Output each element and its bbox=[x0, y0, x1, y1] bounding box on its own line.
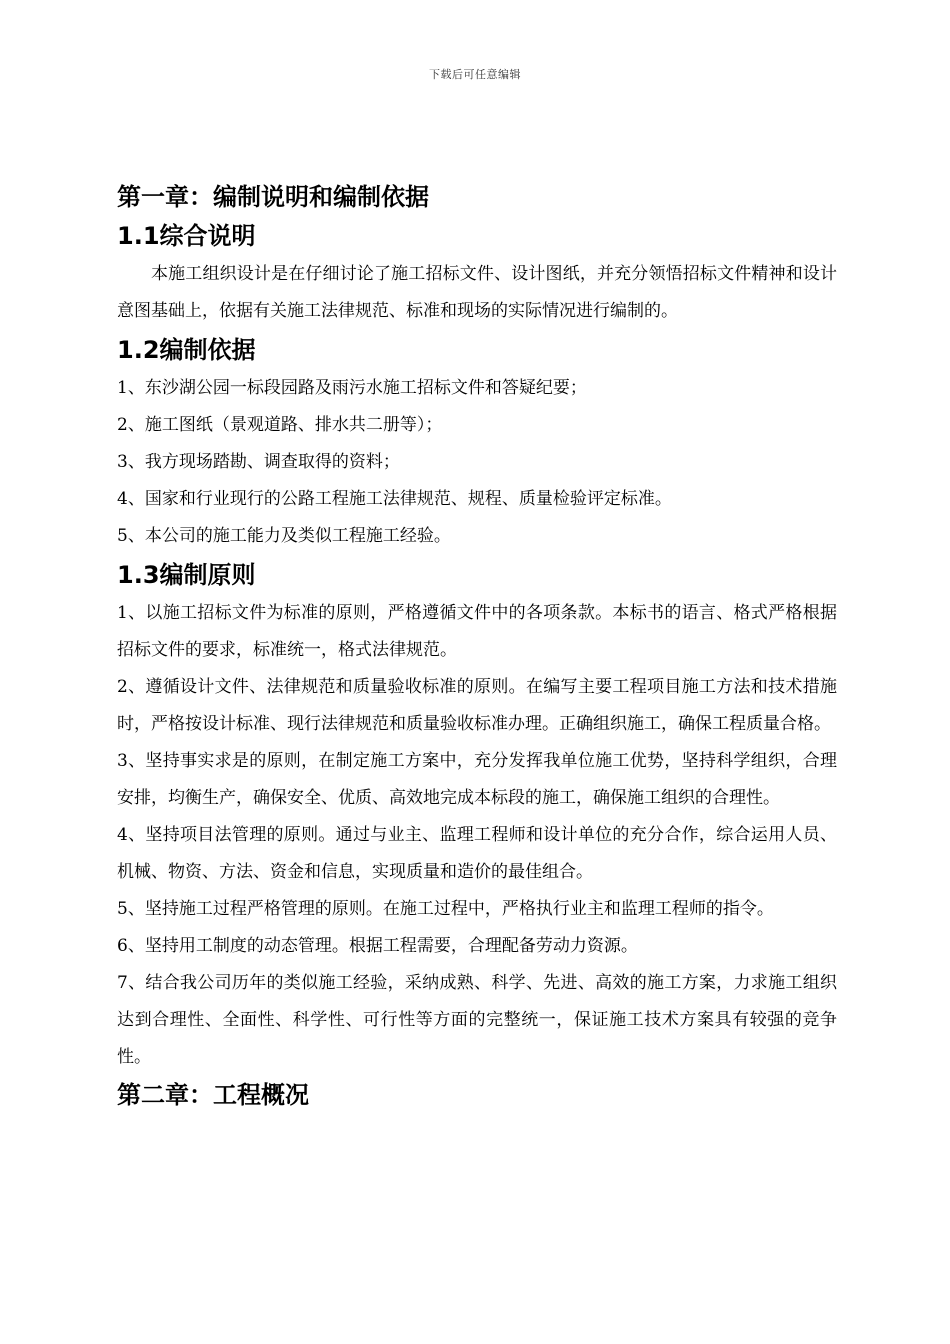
principle-item-1: 1、以施工招标文件为标准的原则，严格遵循文件中的各项条款。本标书的语言、格式严格根据招标文件的要求，标准统一，格式法律规范。 bbox=[117, 603, 837, 660]
principle-item-3: 3、坚持事实求是的原则，在制定施工方案中，充分发挥我单位施工优势，坚持科学组织，合理安排，均衡生产，确保安全、优质、高效地完成本标段的施工，确保施工组织的合理性。 bbox=[117, 751, 837, 808]
section-1-1-title: 1.1综合说明 bbox=[117, 222, 256, 250]
document-body bbox=[117, 178, 837, 1114]
basis-item-4: 4、国家和行业现行的公路工程施工法律规范、规程、质量检验评定标准。 bbox=[117, 489, 672, 509]
principle-item-7: 7、结合我公司历年的类似施工经验，采纳成熟、科学、先进、高效的施工方案，力求施工组织达到合理性、全面性、科学性、可行性等方面的完整统一，保证施工技术方案具有较强的竞争性。 bbox=[117, 973, 837, 1067]
section-1-3-title: 1.3编制原则 bbox=[117, 561, 256, 589]
principle-item-5: 5、坚持施工过程严格管理的原则。在施工过程中，严格执行业主和监理工程师的指令。 bbox=[117, 899, 774, 919]
page-header: 下载后可任意编辑 bbox=[429, 68, 521, 81]
chapter-1-title: 第一章：编制说明和编制依据 bbox=[117, 183, 429, 211]
principle-item-4: 4、坚持项目法管理的原则。通过与业主、监理工程师和设计单位的充分合作，综合运用人员、机械、物资、方法、资金和信息，实现质量和造价的最佳组合。 bbox=[117, 825, 837, 882]
section-1-2-title: 1.2编制依据 bbox=[117, 336, 256, 364]
basis-item-5: 5、本公司的施工能力及类似工程施工经验。 bbox=[117, 526, 451, 546]
basis-item-1: 1、东沙湖公园一标段园路及雨污水施工招标文件和答疑纪要； bbox=[117, 378, 587, 398]
basis-item-3: 3、我方现场踏勘、调查取得的资料； bbox=[117, 452, 400, 472]
principle-item-2: 2、遵循设计文件、法律规范和质量验收标准的原则。在编写主要工程项目施工方法和技术措施时，严格按设计标准、现行法律规范和质量验收标准办理。正确组织施工，确保工程质量合格。 bbox=[117, 677, 837, 734]
principle-item-6: 6、坚持用工制度的动态管理。根据工程需要，合理配备劳动力资源。 bbox=[117, 936, 638, 956]
chapter-2-title: 第二章：工程概况 bbox=[117, 1081, 309, 1109]
basis-item-2: 2、施工图纸（景观道路、排水共二册等）； bbox=[117, 415, 443, 435]
section-1-1-paragraph: 本施工组织设计是在仔细讨论了施工招标文件、设计图纸，并充分领悟招标文件精神和设计意图基础上，依据有关施工法律规范、标准和现场的实际情况进行编制的。 bbox=[117, 264, 837, 321]
